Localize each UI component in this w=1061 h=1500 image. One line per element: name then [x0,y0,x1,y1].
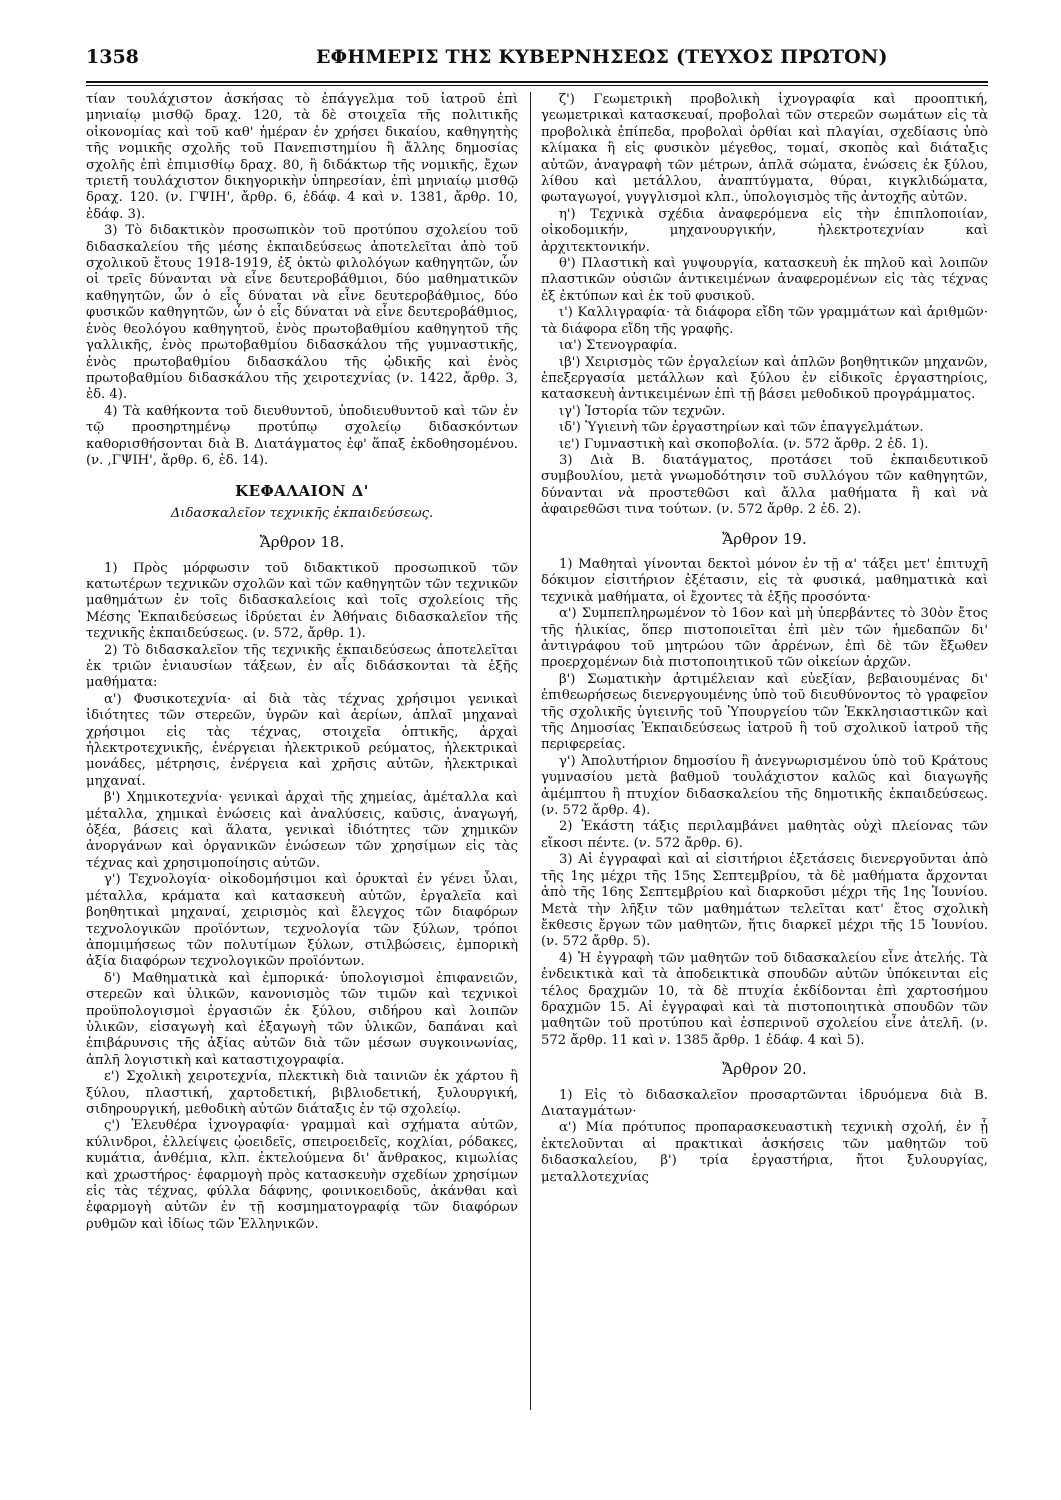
list-item: α') Φυσικοτεχνία· αἱ διὰ τὰς τέχνας χρήσιμοι γενικαὶ ἰδιότητες τῶν στερεῶν, ὑγρῶν καὶ ἀερίων, ἁπλαῖ μηχαναὶ χρήσιμοι εἰς τὰς τέχνας, στοιχεῖα ὀπτικῆς, ἀρχαὶ ἠλεκτροτεχνικῆς, ἐνέργειαι ἠλεκτρικοῦ ρεύματος, ἠλεκτρικαὶ μονάδες, μέτρησις, ἐνέργεια καὶ χρῆσις αὐτῶν, ἠλεκτρικαὶ μηχαναί. [86,691,518,789]
list-item: ς') Ἐλευθέρα ἰχνογραφία· γραμμαὶ καὶ σχήματα αὐτῶν, κύλινδροι, ἐλλείψεις ᾠοειδεῖς, σπειροειδεῖς, κοχλίαι, ρόδακες, κυμάτια, ἀνθέμια, κλπ. ἐκτελούμενα δι' ἄνθρακος, κιμωλίας καὶ χρωστήρος· ἐφαρμογὴ πρὸς κατασκευὴν σχεδίων χρησίμων εἰς τὰς τέχνας, φύλλα δάφνης, φοινικοειδοῦς, ἀκάνθαι καὶ ἐφαρμογὴ αὐτῶν ἐν τῇ κοσμηματογραφίᾳ τῶν διαφόρων ρυθμῶν καὶ ἰδίως τῶν Ἑλληνικῶν. [86,1118,518,1232]
paragraph: 4) Τὰ καθήκοντα τοῦ διευθυντοῦ, ὑποδιευθυντοῦ καὶ τῶν ἐν τῷ προσηρτημένῳ προτύπῳ σχολείῳ διδασκόντων καθορισθήσονται διὰ Β. Διατάγματος ἐφ' ἅπαξ ἐκδοθησομένου. (ν. ,ΓΨΙΗ', ἄρθρ. 6, ἐδ. 14). [86,403,518,468]
paragraph: 2) Ἑκάστη τάξις περιλαμβάνει μαθητὰς οὐχὶ πλείονας τῶν εἴκοσι πέντε. (ν. 572 ἄρθρ. 6). [541,819,988,851]
paragraph: 1) Πρὸς μόρφωσιν τοῦ διδακτικοῦ προσωπικοῦ τῶν κατωτέρων τεχνικῶν σχολῶν καὶ τῶν καθηγητῶν τῶν τεχνικῶν μαθημάτων ἐν τοῖς διδασκαλείοις καὶ τοῖς σχολείοις τῆς Μέσης Ἐκπαιδεύσεως ἱδρύεται ἐν Ἀθήναις διδασκαλεῖον τῆς τεχνικῆς ἐκπαιδεύσεως. (ν. 572, ἄρθρ. 1). [86,560,518,642]
right-column [541,92,988,1422]
list-item: ιβ') Χειρισμὸς τῶν ἐργαλείων καὶ ἁπλῶν βοηθητικῶν μηχανῶν, ἐπεξεργασία μετάλλων καὶ ξύλου ἐν εἰδικοῖς ἐργαστηρίοις, κατασκευὴ ἀντικειμένων ἐπὶ τῇ βάσει μεθοδικοῦ προγράμματος. [541,354,988,403]
paragraph: 2) Τὸ διδασκαλεῖον τῆς τεχνικῆς ἐκπαιδεύσεως ἀποτελεῖται ἐκ τριῶν ἐνιαυσίων τάξεων, ἐν αἷς διδάσκονται τὰ ἑξῆς μαθήματα: [86,642,518,691]
chapter-subtitle: Διδασκαλεῖον τεχνικῆς ἐκπαιδεύσεως. [170,505,434,521]
header-rule-thin [86,85,988,86]
chapter-heading: ΚΕΦΑΛΑΙΟΝ Δ' [235,482,369,501]
list-item: α') Μία πρότυπος προπαρασκευαστικὴ τεχνικὴ σχολή, ἐν ᾗ ἐκτελοῦνται αἱ πρακτικαὶ ἀσκήσεις τῶν μαθητῶν τοῦ διδασκαλείου, β') τρία ἐργαστήρια, ἤτοι ξυλουργίας, μεταλλοτεχνίας [541,1120,988,1185]
list-item: β') Χημικοτεχνία· γενικαὶ ἀρχαὶ τῆς χημείας, ἀμέταλλα καὶ μέταλλα, χημικαὶ ἑνώσεις καὶ ἀναλύσεις, καῦσις, ἀναγωγή, ὀξέα, βάσεις καὶ ἅλατα, γενικαὶ ἰδιότητες τῶν χημικῶν ἀνοργάνων καὶ ὀργανικῶν ἑνώσεων τῶν χρησίμων εἰς τὰς τέχνας καὶ χρησιμοποίησις αὐτῶν. [86,790,518,871]
article-heading: Ἄρθρον 18. [259,533,345,552]
list-item: ι') Καλλιγραφία· τὰ διάφορα εἴδη τῶν γραμμάτων καὶ ἀριθμῶν· τὰ διάφορα εἴδη τῆς γραφῆς. [541,305,988,337]
list-item: ε') Σχολικὴ χειροτεχνία, πλεκτικὴ διὰ ταινιῶν ἐκ χάρτου ἢ ξύλου, πλαστική, χαρτοδετική, βιβλιοδετική, ξυλουργική, σιδηρουργική, μεθοδικὴ αὐτῶν διάταξις ἐν τῷ σχολείῳ. [86,1069,518,1117]
paragraph: τίαν τουλάχιστον ἀσκήσας τὸ ἐπάγγελμα τοῦ ἰατροῦ ἐπὶ μηνιαίῳ μισθῷ δραχ. 120, τὰ δὲ στοιχεῖα τῆς πολιτικῆς οἰκονομίας καὶ τοῦ καθ' ἡμέραν ἐν χρήσει δικαίου, καθηγητὴς τῆς νομικῆς σχολῆς τοῦ Πανεπιστημίου ἢ ἄλλης δημοσίας σχολῆς ἐπὶ ἐπιμισθίῳ δραχ. 80, ἢ διδάκτωρ τῆς νομικῆς, ἔχων τριετῆ τουλάχιστον δικηγορικὴν ὑπηρεσίαν, ἐπὶ μηνιαίῳ μισθῷ δραχ. 120. (ν. ΓΨΙΗ', ἄρθρ. 6, ἐδάφ. 4 καὶ ν. 1381, ἄρθρ. 10, ἐδάφ. 3). [86,92,518,222]
list-item: ιγ') Ἱστορία τῶν τεχνῶν. [559,403,726,419]
article-heading: Ἄρθρον 19. [722,529,807,548]
paragraph: 4) Ἡ ἐγγραφὴ τῶν μαθητῶν τοῦ διδασκαλείου εἶνε ἀτελής. Τὰ ἐνδεικτικὰ καὶ τὰ ἀποδεικτικὰ σπουδῶν αὐτῶν ὑπόκεινται εἰς τέλος δραχμῶν 10, τὰ δὲ πτυχία ἐκδίδονται ἐπὶ χαρτοσήμου δραχμῶν 15. Αἱ ἐγγραφαὶ καὶ τὰ πιστοποιητικὰ σπουδῶν τῶν μαθητῶν τοῦ προτύπου καὶ ἑσπερινοῦ σχολείου εἶνε ἀτελῆ. (ν. 572 ἄρθρ. 11 καὶ ν. 1385 ἄρθρ. 1 ἐδάφ. 4 καὶ 5). [541,950,988,1048]
paragraph: 1) Μαθηταὶ γίνονται δεκτοὶ μόνον ἐν τῇ α' τάξει μετ' ἐπιτυχῆ δόκιμον εἰσιτήριον ἐξέτασιν, εἰς τὰ φυσικά, μαθηματικὰ καὶ τεχνικὰ μαθήματα, οἱ ἔχοντες τὰ ἑξῆς προσόντα· [541,556,988,605]
list-item: β') Σωματικὴν ἀρτιμέλειαν καὶ εὐεξίαν, βεβαιουμένας δι' ἐπιθεωρήσεως διενεργουμένης ὑπὸ τοῦ διευθύνοντος τὸ γραφεῖον τῆς σχολικῆς ὑγιεινῆς τοῦ Ὑπουργείου τῶν Ἐκκλησιαστικῶν καὶ τῆς Δημοσίας Ἐκπαιδεύσεως ἰατροῦ ἢ τοῦ σχολικοῦ ἰατροῦ τῆς περιφερείας. [541,671,988,753]
paragraph: 3) Διὰ Β. διατάγματος, προτάσει τοῦ ἐκπαιδευτικοῦ συμβουλίου, μετὰ γνωμοδότησιν τοῦ συλλόγου τῶν καθηγητῶν, δύνανται νὰ προστεθῶσι καὶ ἄλλα μαθήματα ἢ καὶ νὰ ἀφαιρεθῶσι τινα τούτων. (ν. 572 ἄρθρ. 2 ἐδ. 2). [541,452,988,518]
list-item: γ') Ἀπολυτήριον δημοσίου ἢ ἀνεγνωρισμένου ὑπὸ τοῦ Κράτους γυμνασίου μετὰ βαθμοῦ τουλάχιστον καλῶς καὶ διαγωγῆς ἀμέμπτου ἢ πτυχίον διδασκαλείου τῆς δημοτικῆς ἐκπαιδεύσεως. (ν. 572 ἄρθρ. 4). [541,753,988,819]
list-item: η') Τεχνικὰ σχέδια ἀναφερόμενα εἰς τὴν ἐπιπλοποιίαν, οἰκοδομικήν, μηχανουργικήν, ἠλεκτροτεχνίαν καὶ ἀρχιτεκτονικήν. [541,206,988,255]
column-divider [530,92,531,1410]
list-item: γ') Τεχνολογία· οἰκοδομήσιμοι καὶ ὀρυκταὶ ἐν γένει ὗλαι, μέταλλα, κράματα καὶ κατασκευὴ αὐτῶν, ἐργαλεῖα καὶ βοηθητικαὶ μηχαναί, χειρισμὸς καὶ ἔλεγχος τῶν διαφόρων τεχνολογικῶν προϊόντων, τεχνολογία τῶν ξύλων, τρόποι ἀπομιμήσεως τῶν πολυτίμων ξύλων, στιλβώσεις, ἐμπορικὴ ἀξία διαφόρων τεχνολογικῶν προϊόντων. [86,872,518,970]
list-item: ζ') Γεωμετρικὴ προβολικὴ ἰχνογραφία καὶ προοπτική, γεωμετρικαὶ κατασκευαί, προβολαὶ τῶν στερεῶν σωμάτων εἰς τὰ προβολικὰ ἐπίπεδα, προβολαὶ ὀρθίαι καὶ πλαγίαι, σχεδίασις ὑπὸ κλίμακα ἢ εἰς φυσικὸν μέγεθος, τομαί, σκοπὸς καὶ διάταξις αὐτῶν, ἀναγραφὴ τῶν μέτρων, ἁπλᾶ σώματα, ἑνώσεις ἐκ ξύλου, λίθου καὶ μετάλλου, ἀναπτύγματα, θύραι, κιγκλιδώματα, φωταγωγοί, γυγγλισμοὶ κλπ., ὑπολογισμὸς τῆς ἀντοχῆς αὐτῶν. [541,92,988,206]
article-heading: Ἄρθρον 20. [722,1060,807,1079]
list-item: α') Συμπεπληρωμένον τὸ 16ον καὶ μὴ ὑπερβάντες τὸ 30ὸν ἔτος τῆς ἡλικίας, ὅπερ πιστοποιεῖται ἐπὶ μὲν τῶν ἡμεδαπῶν δι' ἀντιγράφου τοῦ μητρώου τῶν ἀρρένων, ἐπὶ δὲ τῶν ἔξωθεν προερχομένων διὰ πιστοποιητικοῦ τῶν οἰκείων ἀρχῶν. [541,606,988,671]
page-number: 1358 [86,46,139,68]
list-item: θ') Πλαστικὴ καὶ γυψουργία, κατασκευὴ ἐκ πηλοῦ καὶ λοιπῶν πλαστικῶν οὐσιῶν ἀντικειμένων ἀναφερομένων εἰς τὰς τέχνας ἐξ ἐκτύπων καὶ ἐκ τοῦ φυσικοῦ. [541,256,988,304]
list-item: ιε') Γυμναστικὴ καὶ σκοποβολία. (ν. 572 ἄρθρ. 2 ἐδ. 1). [559,436,929,452]
list-item: ια') Στενογραφία. [559,338,678,354]
header-rule [86,81,988,83]
list-item: δ') Μαθηματικὰ καὶ ἐμπορικά· ὑπολογισμοὶ ἐπιφανειῶν, στερεῶν καὶ ὑλικῶν, κανονισμὸς τῶν τιμῶν καὶ τεχνικοὶ προϋπολογισμοὶ ἐργασιῶν ἐκ ξύλου, σιδήρου καὶ λοιπῶν ὑλικῶν, εἰσαγωγὴ καὶ ἐξαγωγὴ τῶν ὑλικῶν, δαπάναι καὶ ἐπιβάρυνσις τῆς ἀξίας αὐτῶν διὰ τῶν μέσων συγκοινωνίας, ἁπλῆ λογιστικὴ καὶ καταστιχογραφία. [86,970,518,1068]
page-header [86,46,988,80]
list-item: ιδ') Ὑγιεινὴ τῶν ἐργαστηρίων καὶ τῶν ἐπαγγελμάτων. [559,420,924,436]
running-title: ΕΦΗΜΕΡΙΣ ΤΗΣ ΚΥΒΕΡΝΗΣΕΩΣ (ΤΕΥΧΟΣ ΠΡΩΤΟΝ) [316,46,888,68]
left-column [86,92,518,1422]
paragraph: 3) Τὸ διδακτικὸν προσωπικὸν τοῦ προτύπου σχολείου τοῦ διδασκαλείου τῆς μέσης ἐκπαιδεύσεως ἀποτελεῖται ἀπὸ τοῦ σχολικοῦ ἔτους 1918-1919, ἐξ ὀκτὼ φιλολόγων καθηγητῶν, ὧν οἱ τρεῖς δύνανται νὰ εἶνε δευτεροβάθμιοι, δύο μαθηματικῶν καθηγητῶν, ὧν ὁ εἷς δύναται νὰ εἶνε δευτεροβάθμιος, δύο φυσικῶν καθηγητῶν, ὧν ὁ εἷς δύναται νὰ εἶνε δευτεροβάθμιος, ἑνὸς θεολόγου καθηγητοῦ, ἑνὸς πρωτοβαθμίου καθηγητοῦ τῆς γαλλικῆς, ἑνὸς πρωτοβαθμίου διδασκάλου τῆς γυμναστικῆς, ἑνὸς πρωτοβαθμίου διδασκάλου τῆς ᾠδικῆς καὶ ἑνὸς πρωτοβαθμίου διδασκάλου τῆς χειροτεχνίας (ν. 1422, ἄρθρ. 3, ἐδ. 4). [86,223,518,403]
paragraph: 1) Εἰς τὸ διδασκαλεῖον προσαρτῶνται ἱδρυόμενα διὰ Β. Διαταγμάτων· [541,1087,988,1119]
paragraph: 3) Αἱ ἐγγραφαὶ καὶ αἱ εἰσιτήριοι ἐξετάσεις διενεργοῦνται ἀπὸ τῆς 1ης μέχρι τῆς 15ης Σεπτεμβρίου, τὰ δὲ μαθήματα ἄρχονται ἀπὸ τῆς 16ης Σεπτεμβρίου καὶ διαρκοῦσι μέχρι τῆς 1ης Ἰουνίου. Μετὰ τὴν λῆξιν τῶν μαθημάτων τελεῖται κατ' ἔτος σχολικὴ ἔκθεσις ἔργων τῶν μαθητῶν, ἥτις διαρκεῖ μέχρι τῆς 15 Ἰουνίου. (ν. 572 ἄρθρ. 5). [541,852,988,950]
